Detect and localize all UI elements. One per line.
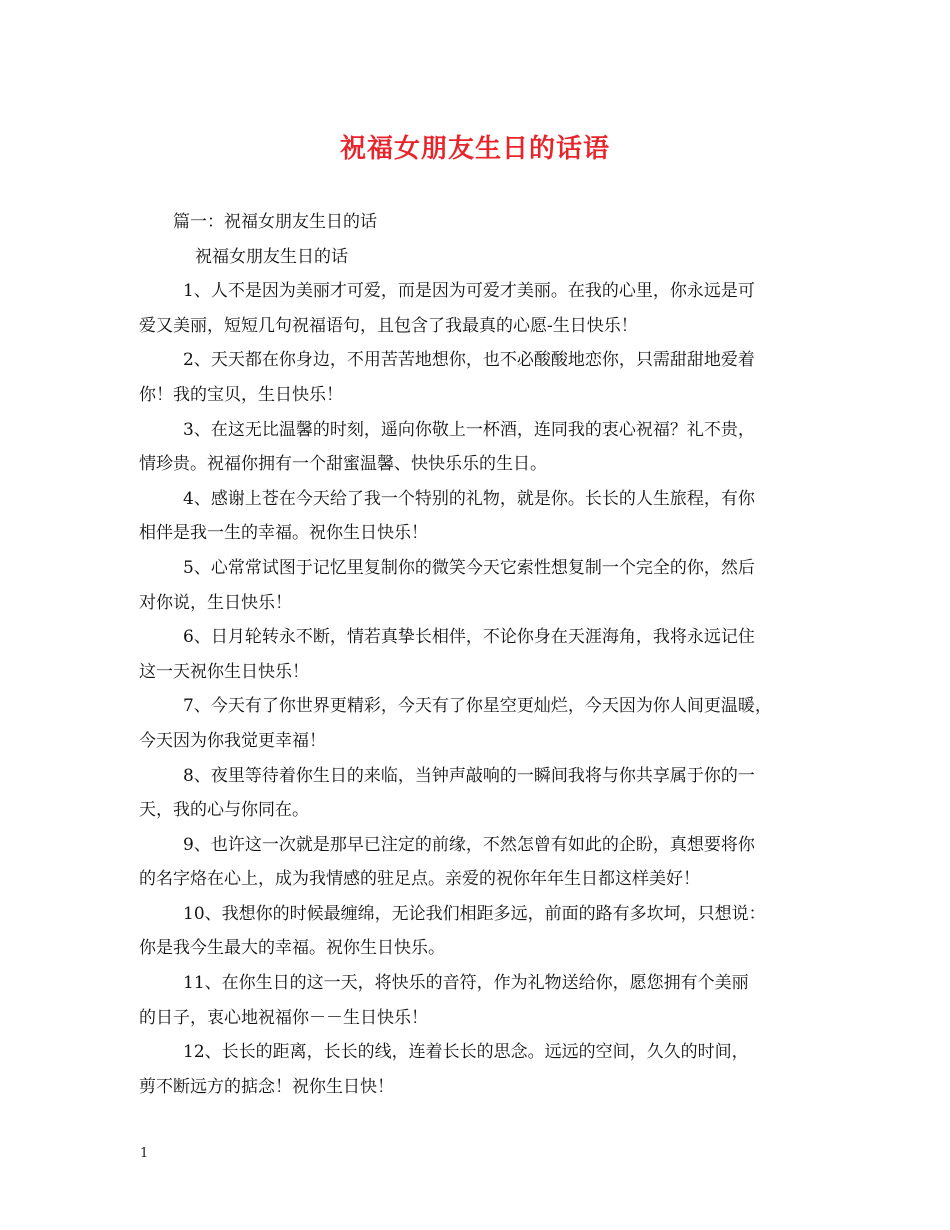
list-item-line: 今天因为你我觉更幸福！ — [139, 730, 326, 751]
list-item-line: 1、人不是因为美丽才可爱，而是因为可爱才美丽。在我的心里，你永远是可 — [183, 281, 755, 302]
list-item-line: 这一天祝你生日快乐！ — [139, 661, 309, 682]
list-item-line: 对你说，生日快乐！ — [139, 592, 292, 613]
list-item-line: 爱又美丽，短短几句祝福语句，且包含了我最真的心愿-生日快乐！ — [139, 315, 638, 336]
list-item-line: 的名字烙在心上，成为我情感的驻足点。亲爱的祝你年年生日都这样美好！ — [139, 869, 700, 890]
subheading: 祝福女朋友生日的话 — [195, 246, 348, 267]
document-title: 祝福女朋友生日的话语 — [339, 134, 610, 164]
list-item-line: 剪不断远方的掂念！祝你生日快！ — [139, 1076, 394, 1097]
list-item-line: 4、感谢上苍在今天给了我一个特别的礼物，就是你。长长的人生旅程，有你 — [183, 488, 755, 509]
list-item-line: 你！我的宝贝，生日快乐！ — [139, 384, 343, 405]
list-item-line: 12、长长的距离，长长的线，连着长长的思念。远远的空间，久久的时间， — [183, 1042, 749, 1063]
list-item-line: 情珍贵。祝福你拥有一个甜蜜温馨、快快乐乐的生日。 — [139, 454, 547, 475]
list-item-line: 3、在这无比温馨的时刻，遥向你敬上一杯酒，连同我的衷心祝福？礼不贵， — [183, 419, 755, 440]
list-item-line: 8、夜里等待着你生日的来临，当钟声敲响的一瞬间我将与你共享属于你的一 — [183, 765, 755, 786]
list-item-line: 11、在你生日的这一天，将快乐的音符，作为礼物送给你，愿您拥有个美丽 — [183, 973, 749, 994]
list-item-line: 10、我想你的时候最缠绵，无论我们相距多远，前面的路有多坎坷，只想说： — [183, 903, 766, 924]
page-number: 1 — [140, 1146, 149, 1161]
list-item-line: 你是我今生最大的幸福。祝你生日快乐。 — [139, 938, 445, 959]
list-item-line: 2、天天都在你身边，不用苦苦地想你，也不必酸酸地恋你，只需甜甜地爱着 — [183, 350, 755, 371]
list-item-line: 天，我的心与你同在。 — [139, 800, 309, 821]
list-item-line: 6、日月轮转永不断，情若真挚长相伴，不论你身在天涯海角，我将永远记住 — [183, 627, 755, 648]
list-item-line: 7、今天有了你世界更精彩，今天有了你星空更灿烂，今天因为你人间更温暖， — [183, 696, 772, 717]
list-item-line: 的日子，衷心地祝福你－－生日快乐！ — [139, 1007, 428, 1028]
list-item-line: 5、心常常试图于记忆里复制你的微笑今天它索性想复制一个完全的你，然后 — [183, 557, 755, 578]
list-item-line: 相伴是我一生的幸福。祝你生日快乐！ — [139, 523, 428, 544]
section-heading: 篇一：祝福女朋友生日的话 — [173, 212, 377, 232]
document-body — [139, 205, 829, 1104]
list-item-line: 9、也许这一次就是那早已注定的前缘，不然怎曾有如此的企盼，真想要将你 — [183, 834, 755, 855]
